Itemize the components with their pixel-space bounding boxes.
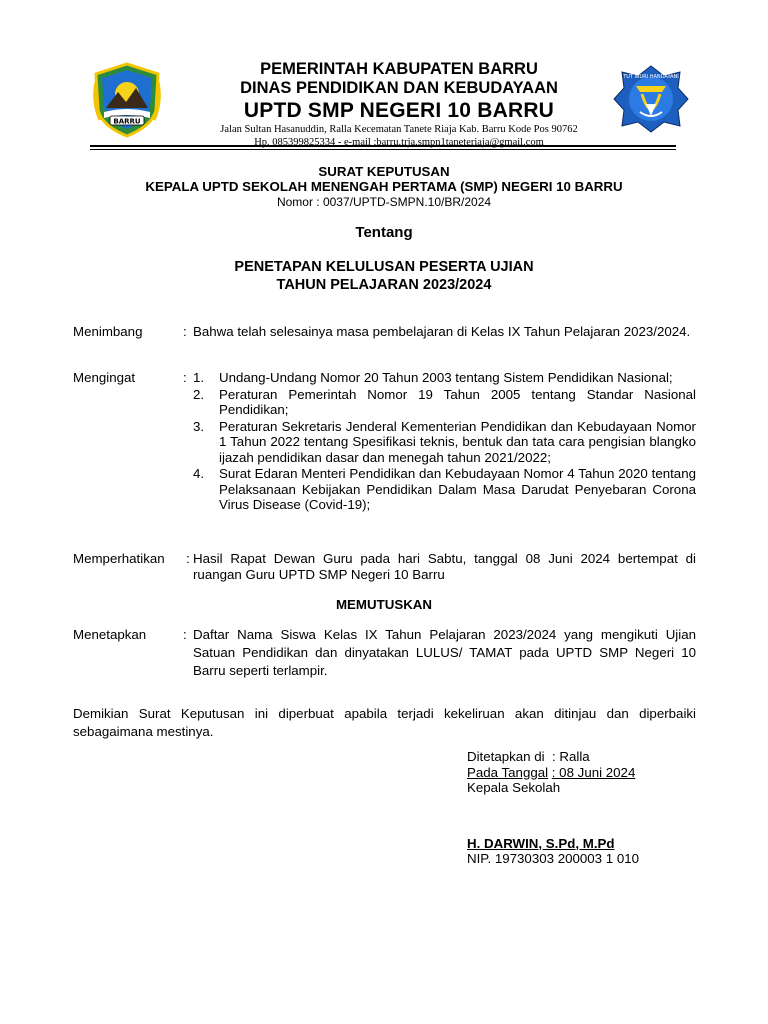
list-item-number: 3. xyxy=(193,418,205,434)
menetapkan-label: Menetapkan xyxy=(73,627,147,642)
list-item-text: Peraturan Sekretaris Jenderal Kementerian Pendidikan dan Kebudayaan Nomor 1 Tahun 2022 tentang Spesifikasi teknis, bentuk dan tata cara pengisian blangko ijazah pendidikan dasar dan menegah tahun 2021/2022; xyxy=(219,418,696,465)
signer-nip: NIP. 19730303 200003 1 010 xyxy=(467,851,640,866)
tut-wuri-handayani-logo xyxy=(612,64,690,134)
header-divider-thin xyxy=(90,149,676,150)
place-value: : Ralla xyxy=(552,749,590,764)
date-value: : 08 Juni 2024 xyxy=(551,764,636,780)
place-row xyxy=(467,749,639,765)
mengingat-colon: : xyxy=(183,370,187,385)
menetapkan-text: Daftar Nama Siswa Kelas IX Tahun Pelajaran 2023/2024 yang mengikuti Ujian Satuan Pendidikan dan dinyatakan LULUS/ TAMAT pada UPTD SMP Negeri 10 Barru seperti terlampir. xyxy=(193,627,696,678)
svg-text:TUT WURI HANDAYANI: TUT WURI HANDAYANI xyxy=(623,74,679,80)
memperhatikan-text: Hasil Rapat Dewan Guru pada hari Sabtu, tanggal 08 Juni 2024 bertempat di ruangan Guru UPTD SMP Negeri 10 Barru xyxy=(193,551,696,582)
menetapkan-colon: : xyxy=(183,627,187,642)
menimbang-label: Menimbang xyxy=(73,324,143,339)
menimbang-text: Bahwa telah selesainya masa pembelajaran di Kelas IX Tahun Pelajaran 2023/2024. xyxy=(193,324,691,339)
header-address: Jalan Sultan Hasanuddin, Ralla Kecematan Tanete Riaja Kab. Barru Kode Pos 90762 xyxy=(220,124,578,135)
subject-line-2: TAHUN PELAJARAN 2023/2024 xyxy=(276,277,492,293)
barru-regency-logo xyxy=(92,62,162,138)
list-item-text: Surat Edaran Menteri Pendidikan dan Kebudayaan Nomor 4 Tahun 2020 tentang Pelaksanaan Kebijakan Pendidikan Dalam Masa Darudat Penyebaran Corona Virus Disease (Covid-19); xyxy=(219,466,696,512)
subject-line-1: PENETAPAN KELULUSAN PESERTA UJIAN xyxy=(234,259,534,275)
header-department: DINAS PENDIDIKAN DAN KEBUDAYAAN xyxy=(240,79,558,97)
list-item-number: 4. xyxy=(193,466,205,481)
header-divider-thick xyxy=(90,145,676,147)
list-item-number: 2. xyxy=(193,386,205,402)
closing-paragraph: Demikian Surat Keputusan ini diperbuat apabila terjadi kekeliruan akan ditinjau dan diperbaiki sebagaimana mestinya. xyxy=(73,706,696,739)
signer-name: H. DARWIN, S.Pd, M.Pd xyxy=(467,835,615,851)
header-email: smpn1taneteriaja@gmail.com xyxy=(417,137,544,148)
date-label: Pada Tanggal xyxy=(467,764,549,780)
svg-text:BARRU: BARRU xyxy=(113,117,141,126)
memperhatikan-colon: : xyxy=(186,551,190,566)
mengingat-section xyxy=(73,370,696,514)
menimbang-colon: : xyxy=(183,324,187,339)
list-item xyxy=(193,387,696,418)
place-label: Ditetapkan di xyxy=(467,749,545,764)
document-subtitle: KEPALA UPTD SEKOLAH MENENGAH PERTAMA (SMP) NEGERI 10 BARRU xyxy=(145,179,623,194)
date-row xyxy=(467,765,639,781)
list-item-text: Peraturan Pemerintah Nomor 19 Tahun 2005 tentang Standar Nasional Pendidikan; xyxy=(219,386,696,417)
header-government: PEMERINTAH KABUPATEN BARRU xyxy=(260,60,538,78)
list-item xyxy=(193,370,696,386)
list-item xyxy=(193,419,696,466)
mengingat-label: Mengingat xyxy=(73,370,136,385)
document-title: SURAT KEPUTUSAN xyxy=(318,164,450,179)
header-contact xyxy=(170,136,628,149)
list-item xyxy=(193,466,696,513)
memperhatikan-label: Memperhatikan xyxy=(73,551,165,566)
list-item-text: Undang-Undang Nomor 20 Tahun 2003 tentang Sistem Pendidikan Nasional; xyxy=(219,370,673,385)
signer-position: Kepala Sekolah xyxy=(467,780,561,795)
memperhatikan-section xyxy=(73,551,696,582)
menetapkan-section xyxy=(73,626,696,680)
memutuskan-heading: MEMUTUSKAN xyxy=(335,597,433,612)
menimbang-section xyxy=(73,324,696,340)
tentang-heading: Tentang xyxy=(355,224,413,241)
header-phone: Hp. 085399825334 - e-mail :barru.trja. xyxy=(254,137,418,148)
document-number: Nomor : 0037/UPTD-SMPN.10/BR/2024 xyxy=(276,195,492,209)
signature-space xyxy=(467,796,639,836)
signature-block xyxy=(467,749,639,867)
header-school-name: UPTD SMP NEGERI 10 BARRU xyxy=(243,99,555,122)
letterhead xyxy=(170,60,628,149)
list-item-number: 1. xyxy=(193,370,205,385)
mengingat-list xyxy=(193,370,696,513)
